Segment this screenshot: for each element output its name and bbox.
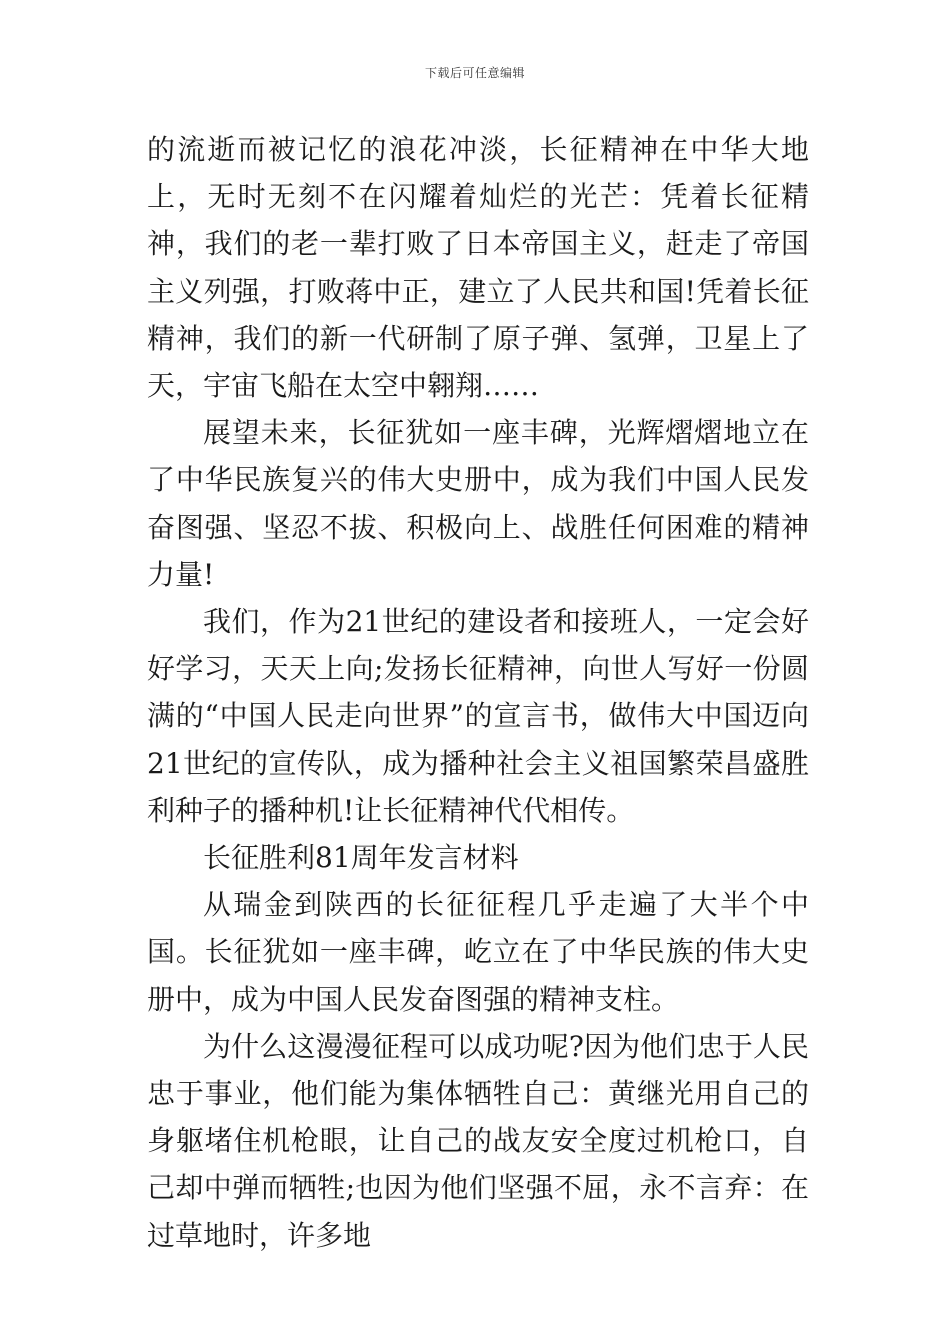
paragraph-continuation: 的流逝而被记忆的浪花冲淡，长征精神在中华大地上，无时无刻不在闪耀着灿烂的光芒：凭着长征精神，我们的老一辈打败了日本帝国主义，赶走了帝国主义列强，打败蒋中正，建立了人民共和国!凭着长征精神，我们的新一代研制了原子弹、氢弹，卫星上了天，宇宙飞船在太空中翱翔…… — [147, 133, 809, 403]
document-body — [147, 126, 809, 1259]
paragraph-successors: 我们，作为21世纪的建设者和接班人，一定会好好学习，天天上向;发扬长征精神，向世人写好一份圆满的“中国人民走向世界”的宣言书，做伟大中国迈向21世纪的宣传队，成为播种社会主义祖国繁荣昌盛胜利种子的播种机!让长征精神代代相传。 — [147, 605, 809, 827]
paragraph-future: 展望未来，长征犹如一座丰碑，光辉熠熠地立在了中华民族复兴的伟大史册中，成为我们中国人民发奋图强、坚忍不拔、积极向上、战胜任何困难的精神力量! — [147, 416, 809, 591]
paragraph-route: 从瑞金到陕西的长征征程几乎走遍了大半个中国。长征犹如一座丰碑，屹立在了中华民族的伟大史册中，成为中国人民发奋图强的精神支柱。 — [147, 888, 809, 1016]
section-title: 长征胜利81周年发言材料 — [203, 841, 519, 875]
paragraph-why-success: 为什么这漫漫征程可以成功呢?因为他们忠于人民忠于事业，他们能为集体牺牲自己：黄继光用自己的身躯堵住机枪眼，让自己的战友安全度过机枪口，自己却中弹而牺牲;也因为他们坚强不屈，永不言弃：在过草地时，许多地 — [147, 1029, 809, 1252]
page-header: 下载后可任意编辑 — [424, 66, 525, 80]
